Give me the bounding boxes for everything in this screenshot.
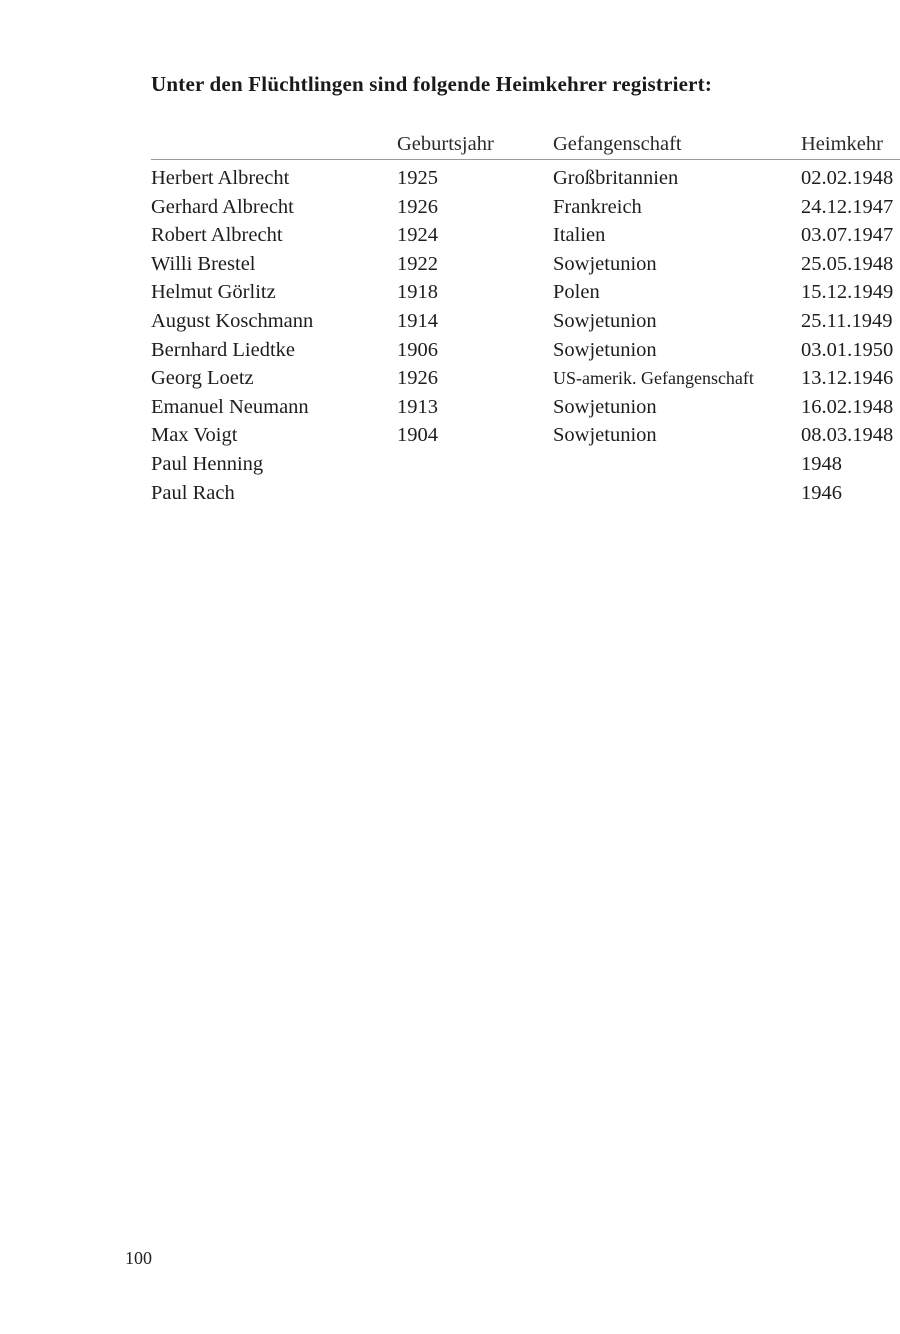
cell-return: 02.02.1948 bbox=[801, 167, 894, 189]
page-number: 100 bbox=[125, 1248, 152, 1268]
cell-birth-year: 1922 bbox=[397, 252, 438, 275]
cell-birth-year: 1924 bbox=[397, 224, 438, 247]
returnees-table bbox=[151, 128, 900, 507]
table-row bbox=[151, 164, 900, 193]
table-row bbox=[151, 193, 900, 222]
cell-captivity: Sowjetunion bbox=[553, 424, 657, 447]
cell-captivity: US-amerik. Gefangenschaft bbox=[553, 368, 754, 389]
cell-return: 1948 bbox=[801, 452, 842, 475]
cell-name: Willi Brestel bbox=[151, 252, 256, 275]
table-row bbox=[151, 364, 900, 393]
cell-name: Herbert Albrecht bbox=[151, 167, 290, 189]
cell-captivity: Sowjetunion bbox=[553, 309, 657, 332]
table-row bbox=[151, 250, 900, 279]
cell-birth-year: 1914 bbox=[397, 309, 438, 332]
cell-name: August Koschmann bbox=[151, 309, 314, 332]
table-row bbox=[151, 421, 900, 450]
column-header-captivity: Gefangenschaft bbox=[553, 133, 682, 155]
cell-return: 25.05.1948 bbox=[801, 252, 894, 275]
cell-birth-year: 1926 bbox=[397, 195, 438, 218]
table-header bbox=[151, 128, 900, 160]
table-row bbox=[151, 307, 900, 336]
cell-return: 15.12.1949 bbox=[801, 281, 894, 304]
cell-name: Gerhard Albrecht bbox=[151, 195, 294, 218]
cell-return: 03.01.1950 bbox=[801, 338, 894, 361]
cell-captivity: Sowjetunion bbox=[553, 338, 657, 361]
cell-name: Helmut Görlitz bbox=[151, 281, 276, 304]
table-row bbox=[151, 336, 900, 365]
cell-return: 03.07.1947 bbox=[801, 224, 894, 247]
cell-name: Bernhard Liedtke bbox=[151, 338, 296, 361]
cell-return: 25.11.1949 bbox=[801, 309, 893, 332]
table-row bbox=[151, 393, 900, 422]
cell-name: Max Voigt bbox=[151, 424, 238, 447]
cell-captivity: Frankreich bbox=[553, 195, 642, 218]
table-row bbox=[151, 450, 900, 479]
cell-name: Robert Albrecht bbox=[151, 224, 283, 247]
cell-captivity: Italien bbox=[553, 224, 606, 247]
cell-captivity: Polen bbox=[553, 281, 600, 304]
cell-return: 24.12.1947 bbox=[801, 195, 894, 218]
table-row bbox=[151, 221, 900, 250]
cell-birth-year: 1904 bbox=[397, 424, 438, 447]
cell-birth-year: 1925 bbox=[397, 167, 438, 189]
page-heading: Unter den Flüchtlingen sind folgende Heimkehrer registriert: bbox=[151, 72, 713, 96]
cell-name: Emanuel Neumann bbox=[151, 395, 309, 418]
cell-captivity: Großbritannien bbox=[553, 167, 679, 189]
cell-captivity: Sowjetunion bbox=[553, 395, 657, 418]
cell-return: 16.02.1948 bbox=[801, 395, 894, 418]
cell-captivity: Sowjetunion bbox=[553, 252, 657, 275]
cell-name: Paul Rach bbox=[151, 481, 235, 504]
cell-name: Paul Henning bbox=[151, 452, 264, 475]
cell-name: Georg Loetz bbox=[151, 367, 254, 390]
cell-birth-year: 1926 bbox=[397, 367, 438, 390]
cell-return: 1946 bbox=[801, 481, 842, 504]
cell-return: 08.03.1948 bbox=[801, 424, 894, 447]
table-row bbox=[151, 278, 900, 307]
cell-birth-year: 1906 bbox=[397, 338, 438, 361]
cell-return: 13.12.1946 bbox=[801, 367, 894, 390]
column-header-return: Heimkehr bbox=[801, 133, 883, 155]
table-body bbox=[151, 160, 900, 507]
table-row bbox=[151, 479, 900, 508]
cell-birth-year: 1918 bbox=[397, 281, 438, 304]
cell-birth-year: 1913 bbox=[397, 395, 438, 418]
column-header-birth-year: Geburtsjahr bbox=[397, 133, 494, 155]
